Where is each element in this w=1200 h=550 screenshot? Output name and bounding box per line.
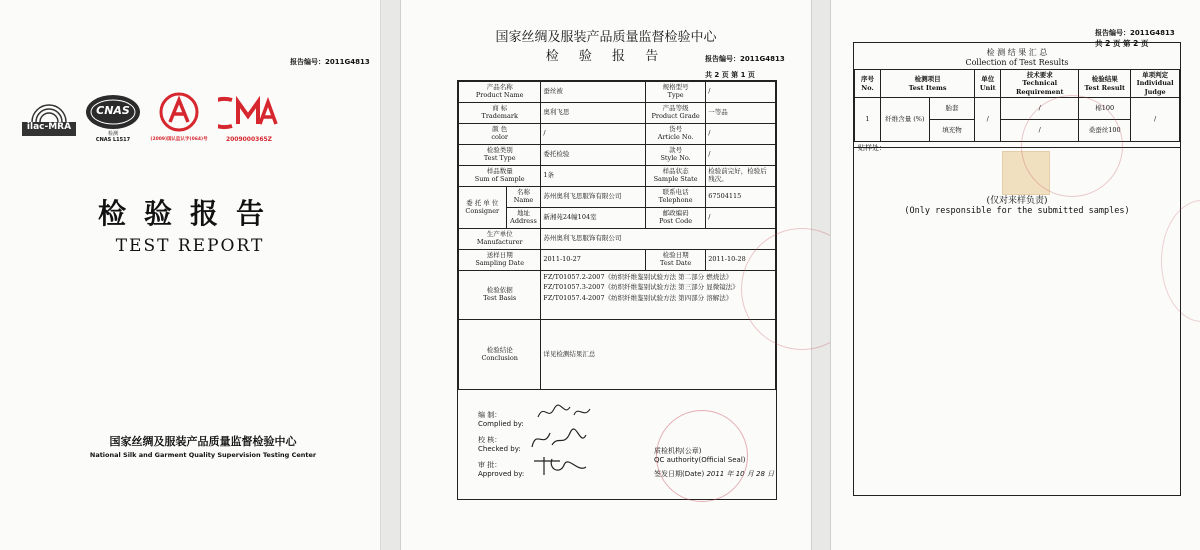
table-row: 商 标 Trademark 奥利飞思 产品等级 Product Grade 一等品 — [459, 103, 776, 124]
official-seal — [656, 410, 748, 502]
checked-by: 校 核： Checked by: — [478, 436, 521, 453]
results-title-en: Collection of Test Results — [965, 58, 1069, 67]
report-number: 报告编号：2011G4813 — [705, 55, 785, 63]
cma-logo: 2009000365Z — [218, 92, 280, 162]
report-title: 检 验 报 告 — [545, 49, 667, 64]
report-page — [400, 0, 812, 550]
table-row: 检验结论 Conclusion 详见检测结果汇总 — [459, 320, 776, 390]
table-row: 颜 色 color / 货号 Article No. / — [459, 124, 776, 145]
sample-attach-label: 贴样处： — [858, 144, 886, 152]
results-report-number: 报告编号：2011G4813 — [1095, 29, 1175, 37]
note-cn: (仅对来样负责) — [986, 196, 1048, 206]
cover-title-cn: 检验报告 — [97, 197, 282, 230]
accreditation-logos — [20, 92, 280, 162]
table-row: 检验依据 Test Basis FZ/T01057.2-2007《纺织纤维鉴别试验方法 第二部分 燃烧法》 FZ/T01057.3-2007《纺织纤维鉴别试验方法 第三部分 显微镜法》 FZ/T01057.4-2007《纺织纤维鉴别试验方法 第四部分 溶解法》 — [459, 271, 776, 320]
table-row: 地址 Address 新湘苑24幢104室 邮政编码 Post Code / — [459, 208, 776, 229]
cover-center-cn: 国家丝绸及服装产品质量监督检验中心 — [109, 435, 297, 448]
basis-line: FZ/T01057.3-2007《纺织纤维鉴别试验方法 第三部分 显微镜法》 — [543, 283, 739, 292]
ilac-mra-logo: ilac-MRA — [20, 92, 78, 162]
report-center-title: 国家丝绸及服装产品质量监督检验中心 — [495, 30, 717, 45]
table-row: 生产单位 Manufacturer 苏州奥利飞思服饰有限公司 — [459, 229, 776, 250]
qc-authority: 质检机构(公章) QC authority(Official Seal) — [654, 447, 746, 464]
checker-signature — [528, 427, 588, 451]
table-header-row: 序号 No. 检测项目 Test Items 单位 Unit 技术要求 Technical Requirement 检验结果 Test Result 单项判定 Individual Judge — [855, 70, 1180, 98]
table-row: 检验类别 Test Type 委托检验 款号 Style No. / — [459, 145, 776, 166]
results-page — [830, 0, 1200, 550]
cal-logo: (2009)国认监认字(064)号 — [148, 92, 210, 162]
report-page-number: 共 2 页 第 1 页 — [705, 71, 755, 79]
note-en: (Only responsible for the submitted samples) — [904, 206, 1130, 216]
basis-line: FZ/T01057.2-2007《纺织纤维鉴别试验方法 第二部分 燃烧法》 — [543, 273, 733, 281]
issue-date: 签发日期(Date) 2011 年 10 月 28 日 — [654, 470, 775, 478]
table-row: 委 托 单 位 Consigner 名称 Name 苏州奥利飞思服饰有限公司 联系电话 Telephone 67504115 — [459, 187, 776, 208]
table-row: 送样日期 Sampling Date 2011-10-27 检验日期 Test Date 2011-10-28 — [459, 250, 776, 271]
cnas-logo: CNAS 检测 CNAS L1517 — [84, 92, 142, 162]
table-row: 填充物 / 桑蚕丝100 — [855, 120, 1180, 142]
results-title-cn: 检 测 结 果 汇 总 — [986, 48, 1048, 57]
report-info-table — [458, 81, 776, 390]
table-row: 1 纤维含量 (%) 胎套 / / 棉100 / — [855, 98, 1180, 120]
cover-center-en: National Silk and Garment Quality Supervision Testing Center — [89, 451, 317, 459]
results-page-number: 共 2 页 第 2 页 — [1095, 39, 1149, 48]
approver-signature — [530, 453, 590, 477]
compiled-by: 编 制： Complied by: — [478, 411, 524, 428]
compiler-signature — [534, 399, 594, 423]
cover-title-en: TEST REPORT — [115, 236, 265, 256]
cover-report-number: 报告编号：2011G4813 — [290, 58, 370, 66]
basis-line: FZ/T01057.4-2007《纺织纤维鉴别试验方法 第四部分 溶解法》 — [543, 293, 733, 302]
results-seal — [1021, 95, 1123, 197]
table-row: 样品数量 Sum of Sample 1条 样品状态 Sample State 检验前完好，检验后残次。 — [459, 166, 776, 187]
results-frame — [853, 42, 1181, 496]
results-table — [854, 69, 1180, 142]
table-row: 产品名称 Product Name 蚕丝被 规格型号 Type / — [459, 82, 776, 103]
cover-page — [0, 0, 380, 550]
approved-by: 审 批： Approved by: — [478, 461, 525, 478]
